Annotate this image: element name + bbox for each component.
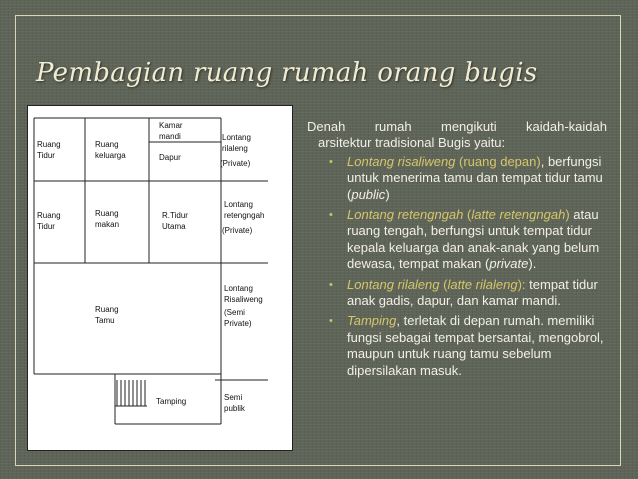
zone-retengngah: Lontang retengngah: [224, 200, 265, 220]
zone-risaliweng: Lontang Risaliweng: [224, 284, 263, 304]
room-ruang-tidur-2: Ruang Tidur: [37, 211, 61, 231]
room-ruang-tidur-1: Ruang Tidur: [37, 140, 61, 160]
punct: ): [565, 207, 570, 223]
item-text: tempat tidur anak gadis, dapur, dan kamar mandi.: [347, 276, 598, 309]
emphasis: private: [489, 256, 529, 272]
bullet-icon: •: [329, 209, 333, 222]
room-dapur: Dapur: [159, 153, 181, 162]
zone-list: [307, 154, 607, 379]
list-item: [307, 277, 607, 310]
punct: ): [385, 186, 390, 202]
room-r-tidur-utama: R.Tidur Utama: [162, 211, 188, 231]
term-note: (ruang depan): [455, 153, 541, 169]
bullet-icon: •: [329, 315, 333, 328]
intro-line: arsitektur tradisional Bugis yaitu:: [318, 135, 506, 151]
room-ruang-keluarga: Ruang keluarga: [95, 140, 126, 160]
punct: ):: [517, 276, 526, 292]
room-kamar-mandi: Kamar mandi: [159, 121, 183, 141]
zone-risaliweng-type: (Semi Private): [224, 308, 252, 328]
term-rilaleng: Lontang rilaleng: [347, 276, 440, 292]
intro-paragraph: [307, 119, 607, 152]
punct: ).: [528, 256, 537, 272]
term-risaliweng: Lontang risaliweng: [347, 153, 456, 169]
bullet-icon: •: [329, 155, 333, 168]
list-item: [307, 207, 607, 273]
bullet-icon: •: [329, 278, 333, 291]
punct: (: [463, 207, 472, 223]
room-ruang-makan: Ruang makan: [95, 209, 120, 229]
intro-word: rumah: [374, 119, 412, 134]
zone-rilaleng: Lontang rilaleng: [222, 133, 251, 153]
room-ruang-tamu: Ruang Tamu: [95, 305, 119, 325]
emphasis: public: [351, 186, 386, 202]
floor-plan: [27, 105, 293, 451]
intro-word: mengikuti: [440, 119, 497, 134]
term-retengngah: Lontang retengngah: [347, 207, 464, 223]
zone-semi-publik: Semi publik: [224, 393, 245, 413]
intro-word: Denah: [307, 119, 346, 134]
item-text: atau ruang tengah, berfungsi untuk tempat tidur kepala keluarga dan anak-anak yang belum dewasa, tempat makan (: [347, 207, 600, 272]
list-item: [307, 154, 607, 203]
room-tamping: Tamping: [156, 397, 187, 406]
intro-word: kaidah-kaidah: [526, 119, 607, 134]
list-item: [307, 313, 607, 379]
punct: (: [439, 276, 448, 292]
item-text: berfungsi untuk menerima tamu dan tempat tidur tamu (: [347, 153, 603, 202]
description-text: [307, 119, 607, 383]
zone-rilaleng-type: (Private): [220, 159, 251, 168]
term-latte-retengngah: latte retengngah: [471, 207, 566, 223]
item-text: , terletak di depan rumah. memiliki fungsi sebagai tempat bersantai, mengobrol, maupun untuk ruang tamu sebelum dipersilakan masuk.: [347, 313, 604, 378]
punct: ,: [540, 153, 545, 169]
slide-title: Pembagian ruang rumah orang bugis: [36, 58, 538, 88]
term-latte-rilaleng: latte rilaleng: [447, 276, 518, 292]
term-tamping: Tamping: [347, 313, 397, 329]
zone-retengngah-type: (Private): [222, 226, 253, 235]
